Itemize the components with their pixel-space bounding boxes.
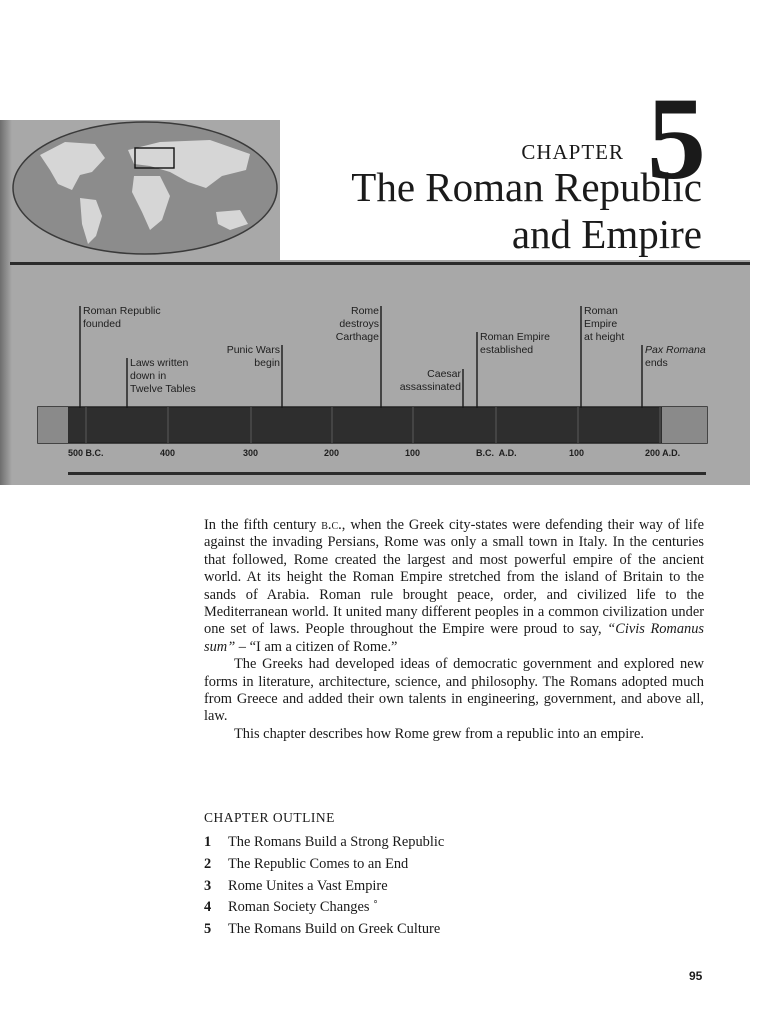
outline-item: 2 The Republic Comes to an End <box>204 855 409 872</box>
chapter-intro <box>204 517 704 743</box>
timeline-event-label-pax-romana: Pax Romana ends <box>645 344 706 369</box>
timeline-event-label: Laws written down in Twelve Tables <box>130 357 196 395</box>
intro-paragraph-1: In the fifth century b.c., when the Greek city-states were defending their way of life against the invading Persians, Rome was only a small town in Italy. In the centuries that followed, Rome created the largest and most powerful empire of the ancient world. At its height the Roman Empire stretched from the island of Britain to the sands of Arabia. Roman rule brought peace, order, and civilized life to the Mediterranean world. It united many different peoples in a common civilization under one set of laws. People throughout the Empire were proud to say, “Civis Romanus sum” – “I am a citizen of Rome.” <box>204 517 705 655</box>
timeline-tick-label: 100 <box>405 448 421 458</box>
chapter-title-line1: The Roman Republic <box>351 164 702 210</box>
timeline-bar-end <box>662 407 707 443</box>
chapter-title-line2: and Empire <box>511 211 702 257</box>
timeline-tick-label: 200 A.D. <box>645 448 681 458</box>
outline-heading: CHAPTER OUTLINE <box>204 810 335 825</box>
intro-paragraph-3: This chapter describes how Rome grew from a republic into an empire. <box>234 725 644 742</box>
chapter-label: CHAPTER <box>521 140 624 164</box>
timeline-tick-label: B.C. A.D. <box>476 448 517 458</box>
page-number: 95 <box>689 969 703 983</box>
timeline-bar-start <box>38 407 68 443</box>
timeline-tick-label: 400 <box>160 448 176 458</box>
timeline-event-label: Caesar assassinated <box>399 368 461 393</box>
timeline-tick-label: 500 B.C. <box>68 448 104 458</box>
outline-item: 4 Roman Society Changes ˚ <box>204 899 378 916</box>
chapter-number: 5 <box>647 73 706 204</box>
timeline-event-label: Punic Wars begin <box>226 344 280 369</box>
outline-item: 1 The Romans Build a Strong Republic <box>204 834 445 850</box>
chapter-outline <box>204 810 684 941</box>
intro-paragraph-2: The Greeks had developed ideas of democratic government and explored new forms in literature, architecture, science, and philosophy. The Romans adopted much from Greece and added their own talents in engineering, government, and above all, law. <box>204 656 704 725</box>
timeline-tick-label: 300 <box>243 448 259 458</box>
timeline-event-label: Rome destroys Carthage <box>335 305 379 343</box>
timeline-bar <box>38 407 707 443</box>
timeline-event-label: Roman Republic founded <box>83 305 161 330</box>
bottom-rule <box>68 472 706 475</box>
timeline-tick-label: 100 <box>569 448 585 458</box>
outline-item: 5 The Romans Build on Greek Culture <box>204 921 441 938</box>
outline-item: 3 Rome Unites a Vast Empire <box>204 877 388 894</box>
timeline-event-label: Roman Empire established <box>480 331 551 356</box>
timeline-event-label: Roman Empire at height <box>584 305 625 343</box>
timeline-tick-label: 200 <box>324 448 340 458</box>
